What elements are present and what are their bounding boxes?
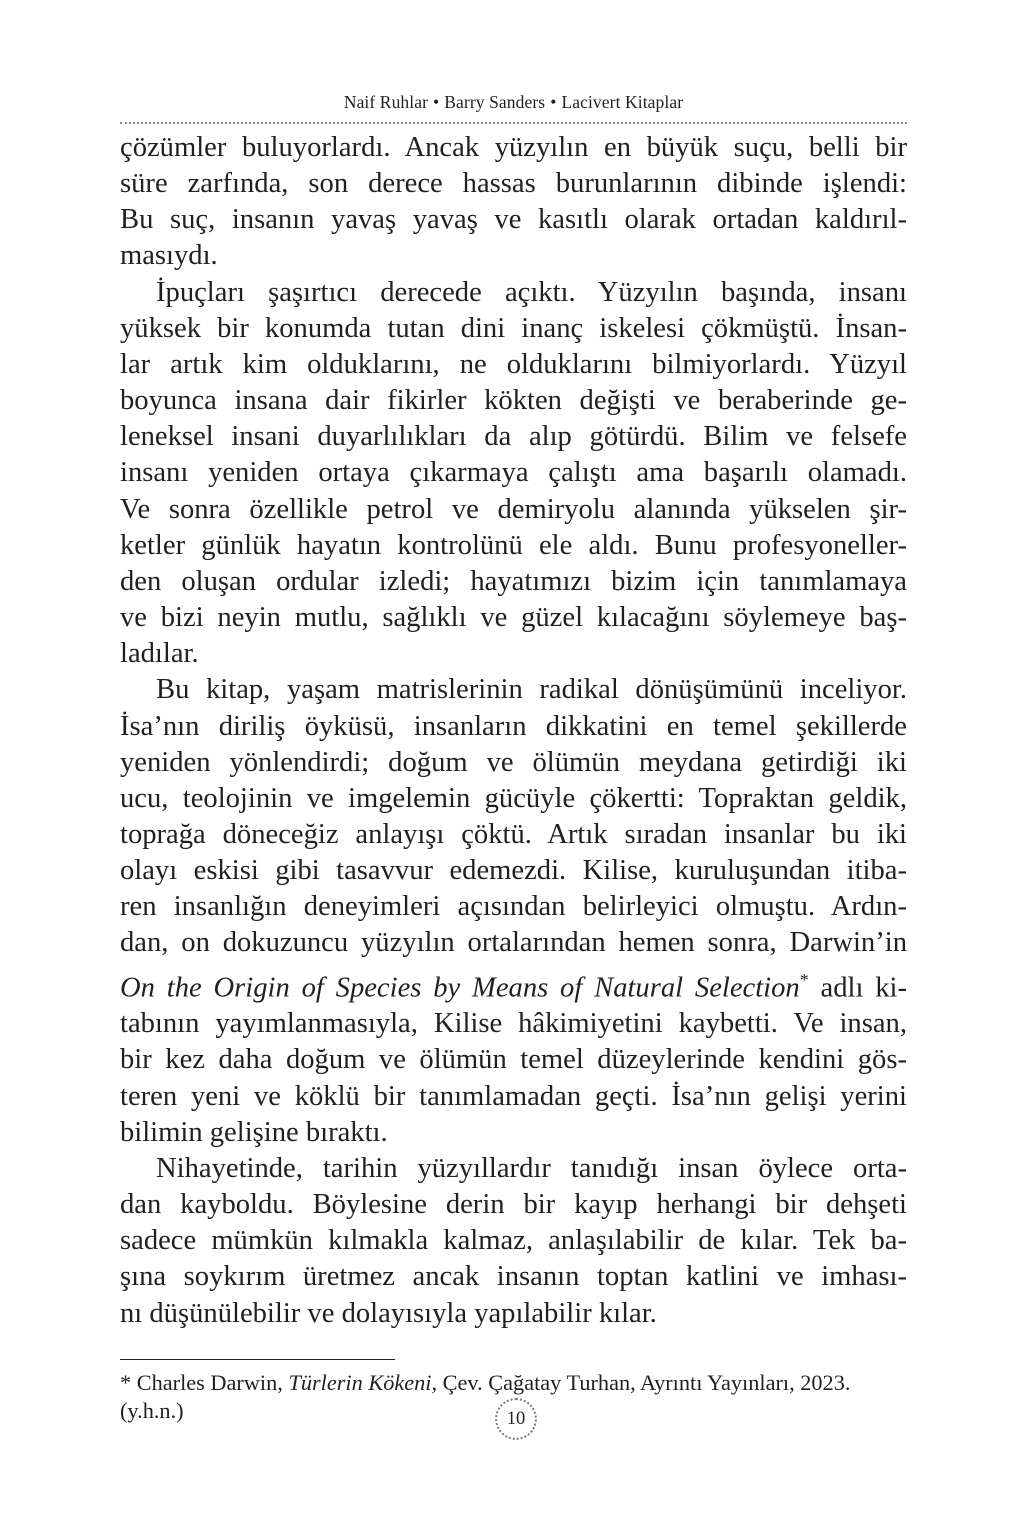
text-line: süre zarfında, son derece hassas burunlarının dibinde işlendi: [120,168,907,200]
paragraph-2 [120,275,907,673]
text-line: yüksek bir konumda tutan dini inanç iskelesi çökmüştü. İnsan- [120,312,907,344]
running-header [120,92,907,113]
footnote-title: Türlerin Kökeni [288,1370,432,1395]
text-line: Bu suç, insanın yavaş yavaş ve kasıtlı olarak ortadan kaldırıl- [120,204,907,236]
text-line: bir kez daha doğum ve ölümün temel düzeylerinde kendini gös- [120,1044,907,1076]
text-line: ketler günlük hayatın kontrolünü ele aldı. Bunu profesyoneller- [120,529,907,561]
header-separator: • [433,92,440,112]
page-number: 10 [495,1398,537,1440]
text-line-with-title [120,962,907,1007]
paragraph-4 [120,1151,907,1332]
footnote-rule [120,1359,395,1360]
text-line: ucu, teolojinin ve imgelemin gücüyle çökertti: Topraktan geldik, [120,782,907,814]
footnote-prefix: * Charles Darwin, [120,1370,289,1395]
footnote-line [120,1369,907,1397]
footnote-suffix: , Çev. Çağatay Turhan, Ayrıntı Yayınları, 2023. [431,1370,851,1395]
text-line: İsa’nın diriliş öyküsü, insanların dikkatini en temel şekillerde [120,710,907,742]
text-line: boyunca insana dair fikirler kökten değişti ve beraberinde ge- [120,385,907,417]
text-line: olayı eskisi gibi tasavvur edemezdi. Kilise, kuruluşundan itiba- [120,855,907,887]
text-line: yeniden yönlendirdi; doğum ve ölümün meydana getirdiği iki [120,746,907,778]
header-author: Barry Sanders [444,92,546,112]
header-book-title: Naif Ruhlar [343,92,429,112]
text-line: Nihayetinde, tarihin yüzyıllardır tanıdığı insan öylece orta- [156,1152,907,1184]
text-line: çözümler buluyorlardı. Ancak yüzyılın en büyük suçu, belli bir [120,132,907,163]
text-line: leneksel insani duyarlılıkları da alıp götürdü. Bilim ve felsefe [120,421,907,453]
header-publisher: Lacivert Kitaplar [561,92,684,112]
text-line: ladılar. [120,638,199,670]
text-line: dan kayboldu. Böylesine derin bir kayıp herhangi bir dehşeti [120,1189,907,1221]
text-line: toprağa döneceğiz anlayışı çöktü. Artık sıradan insanlar bu iki [120,818,907,850]
text-line: sadece mümkün kılmakla kalmaz, anlaşılabilir de kılar. Tek ba- [120,1225,907,1257]
text-line: şına soykırım üretmez ancak insanın toptan katlini ve imhası- [120,1261,907,1293]
text-line: Bu kitap, yaşam matrislerinin radikal dönüşümünü inceliyor. [156,674,907,706]
text-line: lar artık kim olduklarını, ne olduklarını bilmiyorlardı. Yüzyıl [120,348,907,380]
text-line: ve bizi neyin mutlu, sağlıklı ve güzel kılacağını söylemeye baş- [120,602,907,634]
text-line: ren insanlığın deneyimleri açısından belirleyici olmuştu. Ardın- [120,891,907,923]
title-line-rest: adlı ki- [808,972,907,1004]
text-line: İpuçları şaşırtıcı derecede açıktı. Yüzyılın başında, insanı [156,276,907,308]
text-line: Ve sonra özellikle petrol ve demiryolu alanında yükselen şir- [120,493,907,525]
text-line: dan, on dokuzuncu yüzyılın ortalarından hemen sonra, Darwin’in [120,927,907,959]
header-dotted-rule [120,122,907,124]
paragraph-3 [120,672,907,1151]
text-line: den oluşan ordular izledi; hayatımızı bizim için tanımlamaya [120,565,907,597]
text-line: nı düşünülebilir ve dolayısıyla yapılabilir kılar. [120,1297,657,1329]
paragraph-1 [120,130,907,275]
text-line: teren yeni ve köklü bir tanımlamadan geçti. İsa’nın gelişi yerini [120,1080,907,1112]
text-line: masıydı. [120,240,218,272]
body-text [120,130,907,1332]
footnote-marker: * [799,969,809,990]
footnote-line: (y.h.n.) [120,1398,184,1423]
text-line: bilimin gelişine bıraktı. [120,1116,388,1148]
header-separator: • [550,92,557,112]
text-line: tabının yayımlanmasıyla, Kilise hâkimiyetini kaybetti. Ve insan, [120,1008,907,1040]
book-title-italic: On the Origin of Species by Means of Natural Selection [120,972,800,1004]
text-line: insanı yeniden ortaya çıkarmaya çalıştı ama başarılı olamadı. [120,457,907,489]
